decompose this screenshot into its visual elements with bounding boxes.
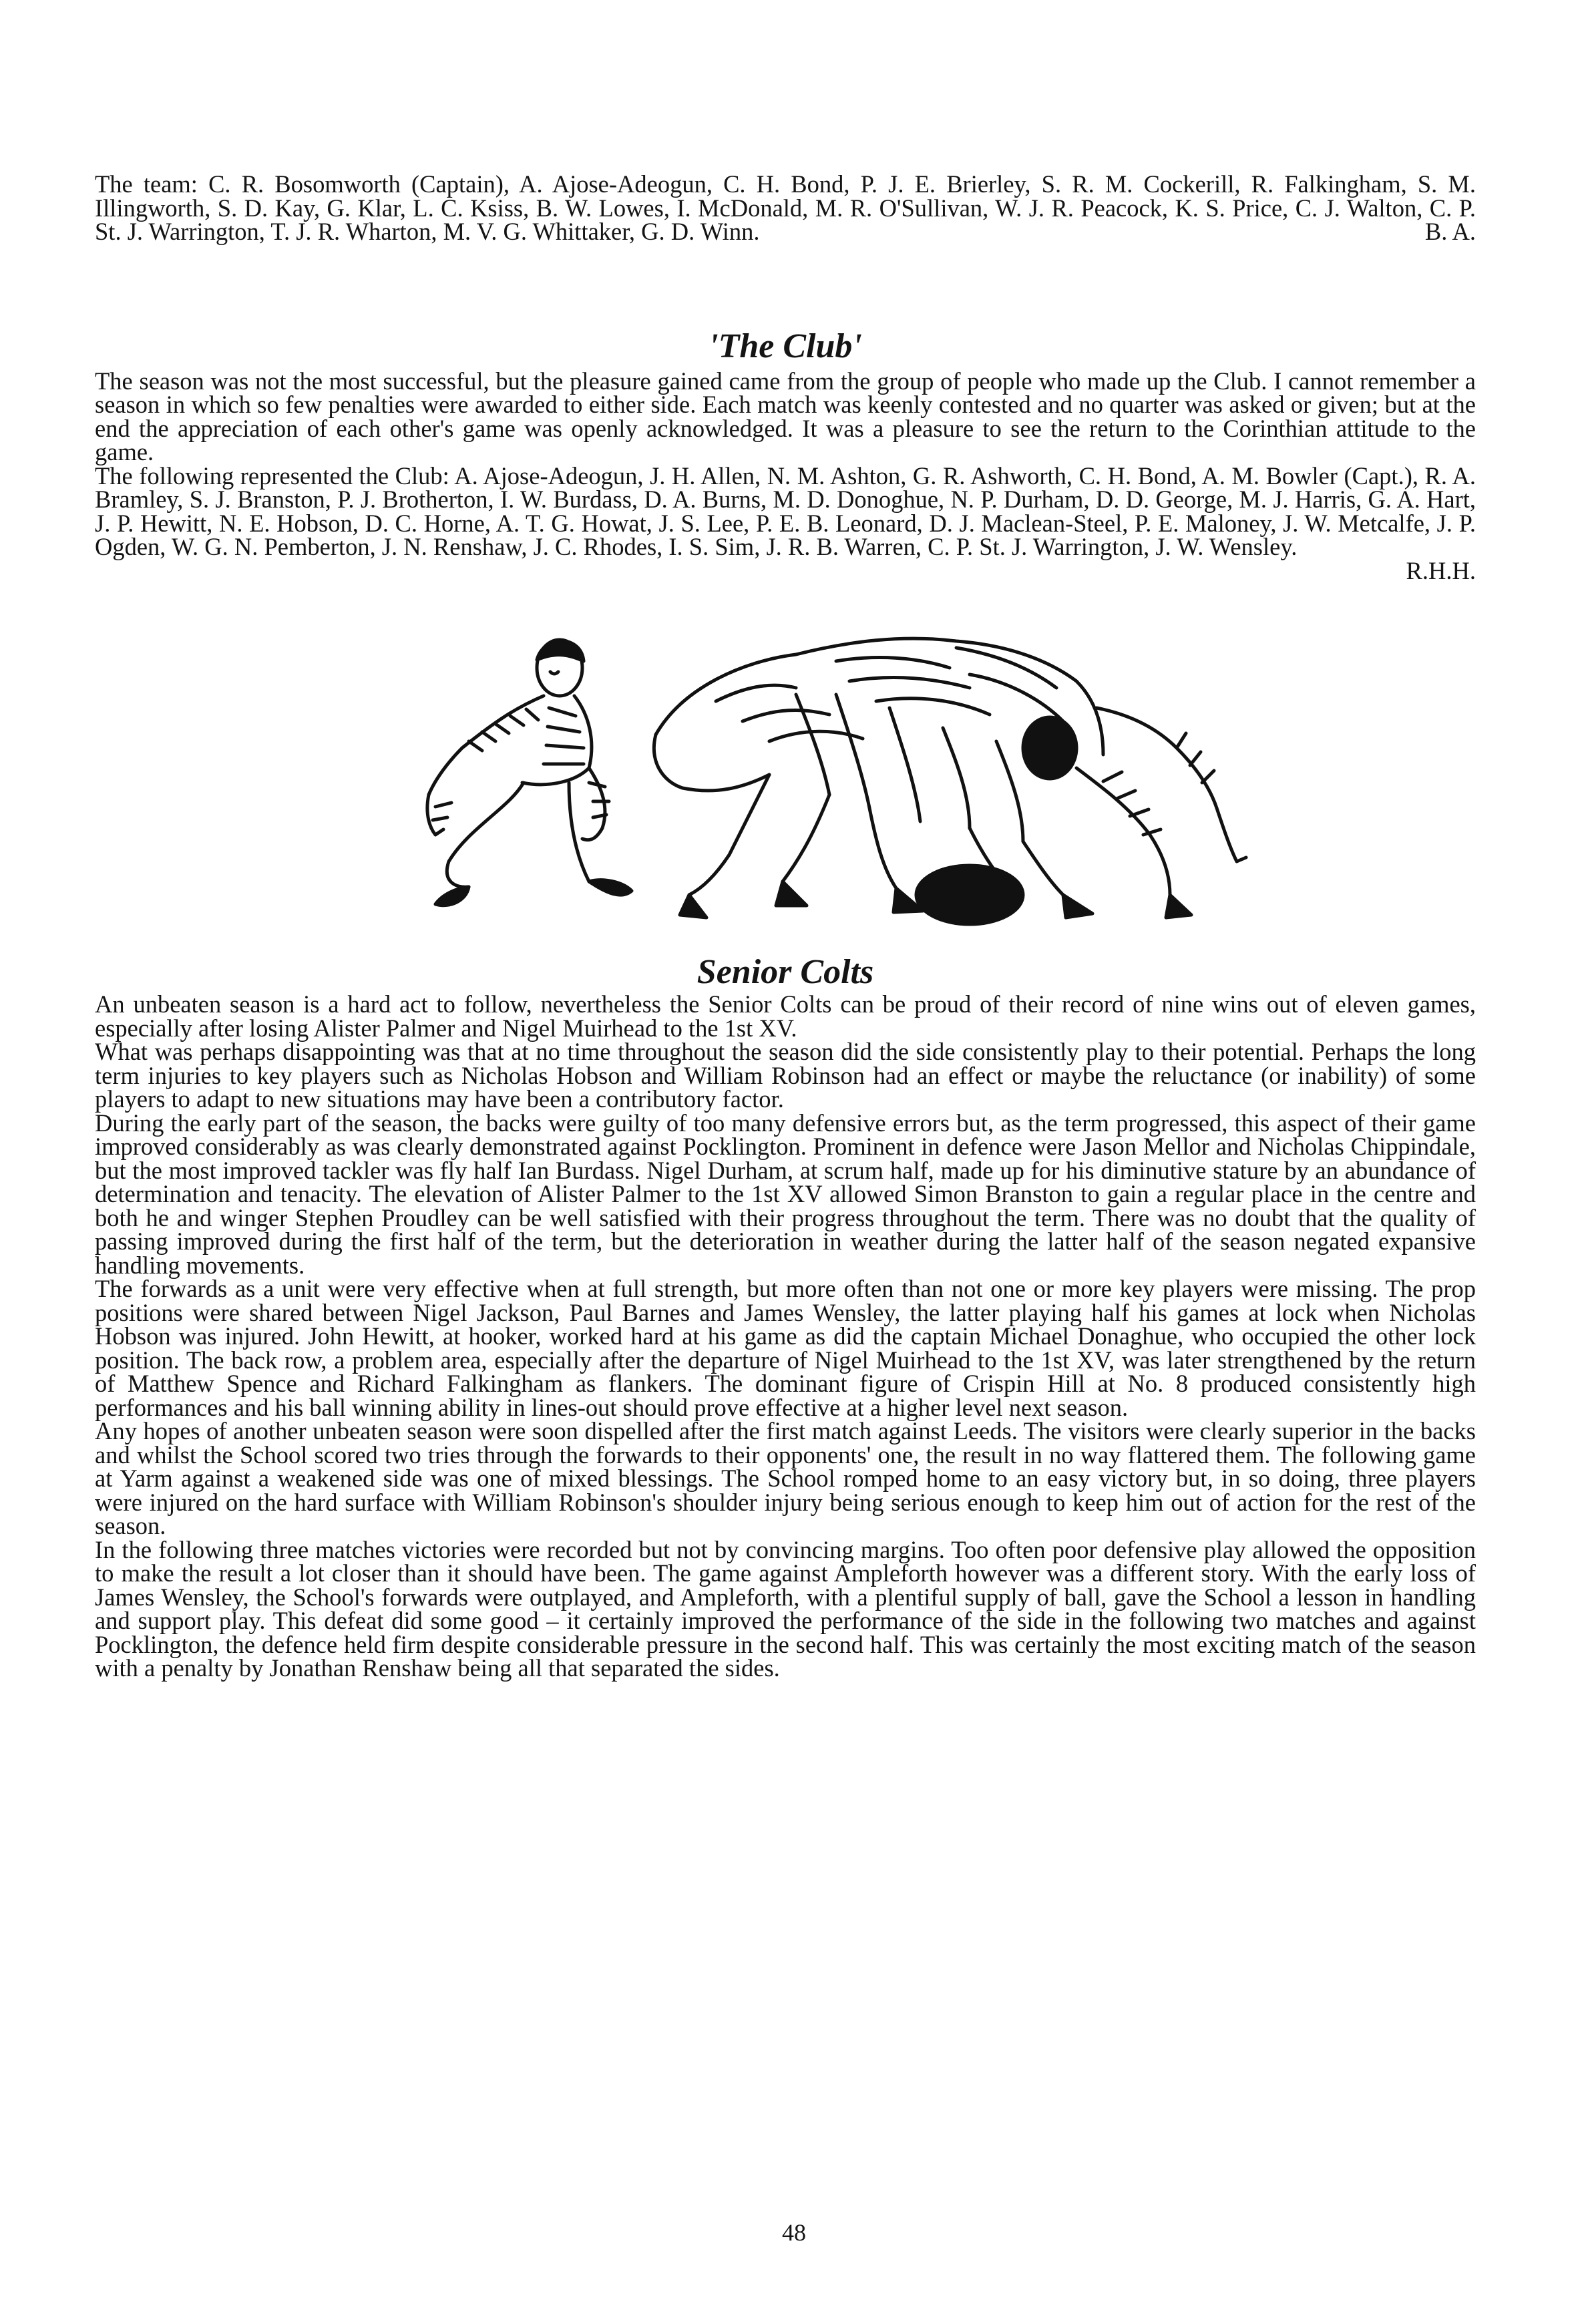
rugby-scrum-illustration bbox=[369, 608, 1250, 948]
team-list: The team: C. R. Bosomworth (Captain), A. Ajose-Adeogun, C. H. Bond, P. J. E. Brierley, S. R. M. Cockerill, R. Falkingham, S. M. Illingworth, S. D. Kay, G. Klar, L. C. Ksiss, B. W. Lowes, I. McDonald, M. R. O'Sullivan, W. J. R. Peacock, K. S. Price, C. J. Walton, C. P. St. J. Warrington, T. J. R. Wharton, M. V. G. Whittaker, G. D. Winn. B. A. bbox=[95, 170, 1476, 245]
club-paragraph: The season was not the most successful, but the pleasure gained came from the group of people who made up the Club. I cannot remember a season in which so few penalties were awarded to either side. Each match was keenly contested and no quarter was asked or given; but at the end the appreciation of each other's game was openly acknowledged. It was a pleasure to see the return to the Corinthian attitude to the game. bbox=[95, 367, 1476, 465]
page-number: 48 bbox=[782, 2219, 806, 2246]
club-signature: R.H.H. bbox=[1406, 556, 1476, 584]
colts-paragraph: What was perhaps disappointing was that at no time throughout the season did the side consistently play to their potential. Perhaps the long term injuries to key players such as Nicholas Hobson and William Robinson had an effect or maybe the reluctance (or inability) of some players to adapt to new situations may have been a contributory factor. bbox=[95, 1038, 1476, 1113]
team-section bbox=[95, 172, 1476, 244]
colts-paragraph: The forwards as a unit were very effective when at full strength, but more often than not one or more key players were missing. The prop positions were shared between Nigel Jackson, Paul Barnes and James Wensley, the latter playing half his games at lock when Nicholas Hobson was injured. John Hewitt, at hooker, worked hard at his game as did the captain Michael Donaghue, who occupied the other lock position. The back row, a problem area, especially after the departure of Nigel Muirhead to the 1st XV, was later strengthened by the return of Matthew Spence and Richard Falkingham as flankers. The dominant figure of Crispin Hill at No. 8 produced consistently high performances and his ball winning ability in lines-out should prove effective at a higher level next season. bbox=[95, 1275, 1476, 1421]
team-signature: B. A. bbox=[1424, 218, 1476, 245]
page-content bbox=[95, 172, 1476, 1680]
colts-paragraph: In the following three matches victories were recorded but not by convincing margins. Too often poor defensive play allowed the opposition to make the result a lot closer than it should have been. The game against Ampleforth however was a different story. With the early loss of James Wensley, the School's forwards were outplayed, and Ampleforth, with a plentiful supply of ball, gave the School a lesson in handling and support play. This defeat did some good – it certainly improved the performance of the side in the following two matches and against Pocklington, the defence held firm despite considerable pressure in the second half. This was certainly the most exciting match of the season with a penalty by Jonathan Renshaw being all that separated the sides. bbox=[95, 1535, 1476, 1682]
colts-paragraph: An unbeaten season is a hard act to follow, nevertheless the Senior Colts can be proud of their record of nine wins out of eleven games, especially after losing Alister Palmer and Nigel Muirhead to the 1st XV. bbox=[95, 990, 1476, 1042]
club-members-paragraph: The following represented the Club: A. Ajose-Adeogun, J. H. Allen, N. M. Ashton, G. R. Ashworth, C. H. Bond, A. M. Bowler (Capt.), R. A. Bramley, S. J. Branston, P. J. Brotherton, I. W. Burdass, D. A. Burns, M. D. Donoghue, N. P. Durham, D. D. George, M. J. Harris, G. A. Hart, J. P. Hewitt, N. E. Hobson, D. C. Horne, A. T. G. Howat, J. S. Lee, P. E. B. Leonard, D. J. Maclean-Steel, P. E. Maloney, J. W. Metcalfe, J. P. Ogden, W. G. N. Pemberton, J. N. Renshaw, J. C. Rhodes, I. S. Sim, J. R. B. Warren, C. P. St. J. Warrington, J. W. Wensley. bbox=[95, 461, 1476, 560]
club-section bbox=[95, 369, 1476, 583]
colts-section bbox=[95, 992, 1476, 1680]
club-heading: 'The Club' bbox=[709, 327, 862, 365]
colts-heading: Senior Colts bbox=[697, 953, 874, 991]
colts-paragraph: Any hopes of another unbeaten season were soon dispelled after the first match against Leeds. The visitors were clearly superior in the backs and whilst the School scored two tries through the forwards to their opponents' one, the result in no way flattered them. The following game at Yarm against a weakened side was one of mixed blessings. The School romped home to an easy victory but, in so doing, three players were injured on the hard surface with William Robinson's shoulder injury being serious enough to keep him out of action for the rest of the season. bbox=[95, 1417, 1476, 1539]
scrum-pack bbox=[654, 638, 1246, 924]
colts-paragraph: During the early part of the season, the backs were guilty of too many defensive errors but, as the term progressed, this aspect of their game improved considerably as was clearly demonstrated against Pocklington. Prominent in defence were Jason Mellor and Nicholas Chippindale, but the most improved tackler was fly half Ian Burdass. Nigel Durham, at scrum half, made up for his diminutive stature by an abundance of determination and tenacity. The elevation of Alister Palmer to the 1st XV allowed Simon Branston to gain a regular place in the centre and both he and winger Stephen Proudley can be well satisfied with their progress throughout the term. There was no doubt that the quality of passing improved during the first half of the term, but the deterioration in weather during the latter half of the season negated expansive handling movements. bbox=[95, 1109, 1476, 1279]
scrum-half-figure bbox=[427, 640, 632, 906]
